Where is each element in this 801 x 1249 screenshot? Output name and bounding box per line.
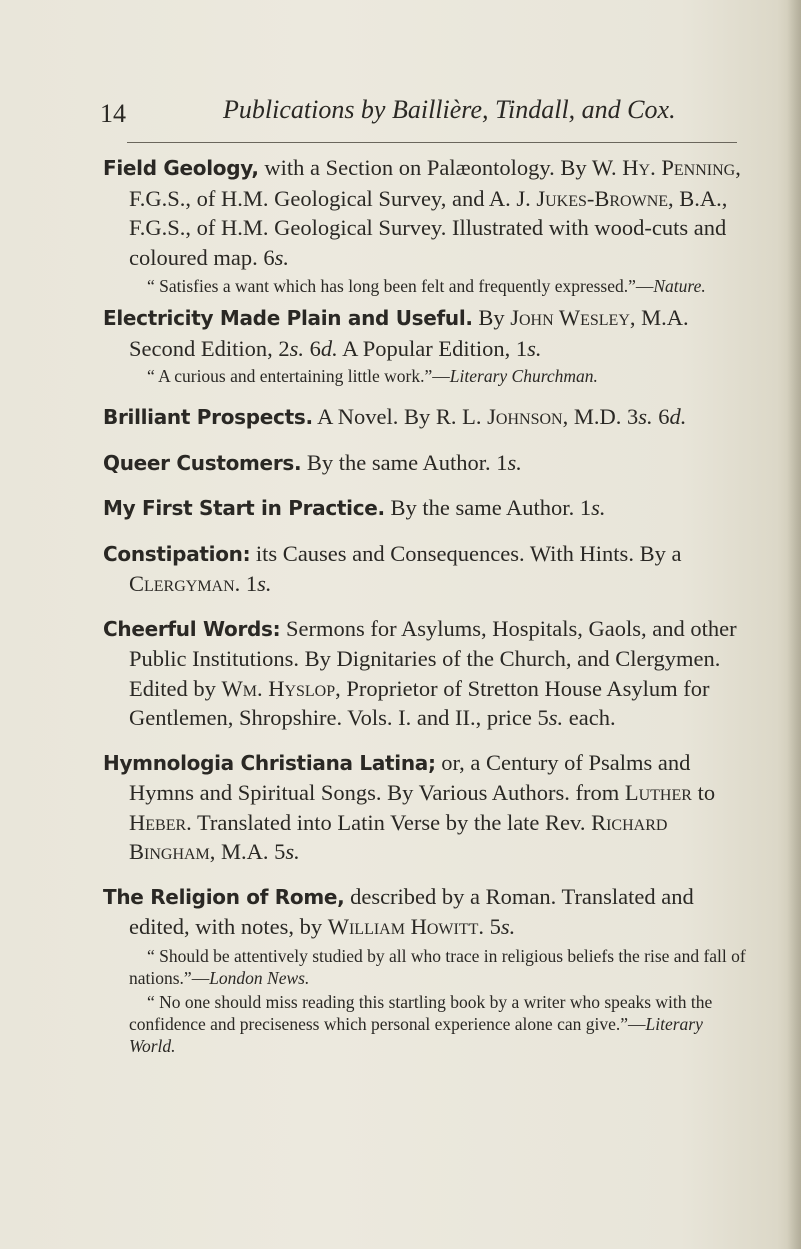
- entry-text: 1: [240, 571, 258, 596]
- quote-text: “ Should be attentively studied by all who trace in religious beliefs the rise and fall of nations.”—: [129, 945, 746, 988]
- entry-text: to: [691, 780, 716, 805]
- running-title: Publications by Baillière, Tindall, and Cox.: [223, 95, 676, 124]
- price-unit: s.: [500, 914, 516, 939]
- entry-text: described by a Roman. Translated and edited, with notes, by: [129, 883, 694, 939]
- entry-text: By the same Author. 1: [301, 449, 508, 475]
- entry-text: A Novel. By R. L.: [312, 404, 488, 429]
- entry-title: Electricity Made Plain and Useful.: [103, 306, 473, 330]
- author-name: Heber: [129, 809, 187, 835]
- entry-text: , Proprietor of Stretton House Asylum for Gentlemen, Shropshire. Vols. I. and II., price 5: [129, 675, 710, 730]
- entry-title: Cheerful Words:: [103, 616, 281, 641]
- quote-source: Literary World.: [129, 1013, 703, 1056]
- entry-constipation: [103, 539, 751, 599]
- entry-text: its Causes and Consequences. With Hints. By a: [250, 540, 682, 566]
- entry-text: 6: [304, 335, 321, 361]
- entry-text: . 5: [478, 914, 501, 939]
- author-name: John Wesley: [510, 305, 630, 330]
- review-quote: [103, 365, 751, 387]
- quote-source: Literary Churchman.: [449, 366, 598, 386]
- author-name: Luther: [624, 780, 692, 805]
- entry-title: My First Start in Practice.: [103, 496, 385, 520]
- page-number: 14: [100, 99, 126, 128]
- price-unit: s.: [257, 571, 272, 596]
- entry-text: or, a Century of Psalms and Hymns and Spiritual Songs. By Various Authors. from: [129, 749, 691, 805]
- entry-queer-customers: [103, 448, 751, 479]
- entry-first-start: [103, 493, 751, 524]
- entry-text: , F.G.S., of H.M. Geological Survey, and A. J.: [129, 155, 741, 211]
- quote-source: Nature.: [653, 276, 706, 296]
- price-unit: d.: [669, 404, 687, 429]
- author-name: Wm. Hyslop: [221, 675, 336, 701]
- entry-text: A Popular Edition, 1: [337, 335, 528, 361]
- entry-text: Sermons for Asylums, Hospitals, Gaols, and other Public Institutions. By Dignitaries of the Church, and Clergymen. Edited by: [129, 615, 737, 701]
- entry-text: each.: [563, 705, 616, 730]
- price-unit: s.: [591, 495, 606, 520]
- entry-text: with a Section on Palæontology. By W.: [258, 155, 623, 180]
- entry-text: . Translated into Latin Verse by the late Rev.: [186, 809, 592, 835]
- page-header: [100, 95, 740, 139]
- quote-source: London News.: [209, 967, 310, 988]
- entry-text: 6: [652, 404, 670, 429]
- entry-brilliant-prospects: [103, 402, 751, 433]
- quote-text: “ Satisfies a want which has long been felt and frequently expressed.”—: [147, 276, 654, 296]
- page-edge-shadow: [787, 0, 801, 1249]
- entry-title: Hymnologia Christiana Latina;: [103, 750, 436, 775]
- quote-text: “ A curious and entertaining little work.”—: [147, 366, 450, 386]
- author-name: Richard Bingham: [129, 809, 668, 864]
- entry-cheerful-words: [103, 614, 751, 733]
- review-quote: [103, 991, 751, 1057]
- price-unit: d.: [320, 335, 338, 361]
- price-unit: s.: [285, 839, 300, 864]
- publication-list: [103, 153, 751, 1057]
- review-quote: [103, 945, 751, 989]
- entry-text: By the same Author. 1: [384, 495, 592, 520]
- entry-text: , M.A. 5: [209, 839, 286, 864]
- author-name: Jukes-Browne: [536, 185, 669, 211]
- price-unit: s.: [274, 244, 289, 270]
- quote-text: “ No one should miss reading this startling book by a writer who speaks with the confidence and preciseness which personal experience alone can give.”—: [129, 991, 713, 1034]
- price-unit: s.: [548, 705, 564, 730]
- entry-title: Field Geology,: [103, 156, 259, 180]
- entry-text: , B.A., F.G.S., of H.M. Geological Survey. Illustrated with wood-cuts and coloured map. 6: [129, 185, 728, 270]
- entry-title: Constipation:: [103, 541, 251, 566]
- entry-text: , M.A. Second Edition, 2: [129, 305, 689, 361]
- entry-text: , M.D. 3: [562, 404, 639, 429]
- entry-title: Queer Customers.: [103, 450, 302, 475]
- author-name: Clergyman.: [129, 571, 241, 596]
- price-unit: s.: [507, 449, 522, 475]
- price-unit: s.: [289, 335, 304, 361]
- entry-hymnologia: [103, 748, 751, 867]
- price-unit: s.: [638, 404, 653, 429]
- entry-electricity: [103, 303, 751, 363]
- entry-religion-of-rome: [103, 882, 751, 942]
- header-rule: [127, 142, 737, 143]
- entry-title: The Religion of Rome,: [103, 884, 345, 909]
- price-unit: s.: [527, 335, 542, 361]
- entry-title: Brilliant Prospects.: [103, 405, 313, 429]
- review-quote: [103, 275, 751, 297]
- entry-field-geology: [103, 153, 751, 272]
- entry-text: By: [472, 305, 511, 330]
- author-name: William Howitt: [327, 914, 479, 939]
- author-name: Hy. Penning: [622, 155, 736, 180]
- author-name: Johnson: [487, 404, 563, 429]
